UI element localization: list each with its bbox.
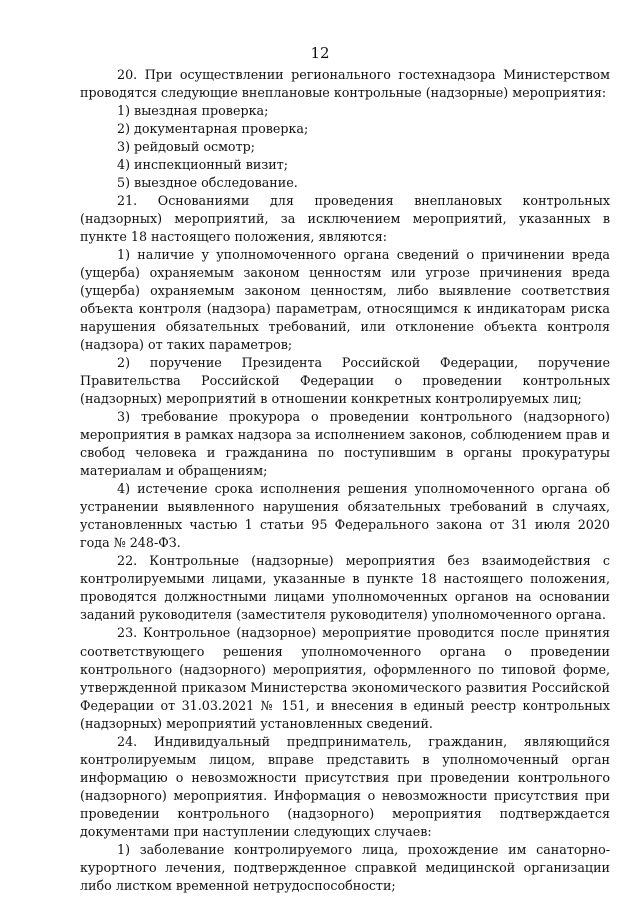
page-number: 12 [310,44,330,62]
paragraph-24: 24. Индивидуальный предприниматель, гражданин, являющийся контролируемым лицом, вправе представить в уполномоченный орган информацию о невозможности присутствия при проведении контрольного (надзорного) мероприятия. Информация о невозможности присутствия при проведении контрольного (надзорного) мероприятия подтверждается документами при наступлении следующих случаев: [80,733,610,839]
list-item: 1) наличие у уполномоченного органа сведений о причинении вреда (ущерба) охраняемым законом ценностям или угрозе причинения вреда (ущерба) охраняемым законом ценностям, либо выявление соответствия объекта контроля (надзора) параметрам, относящимся к индикаторам риска нарушения обязательных требований, или отклонение объекта контроля (надзора) от таких параметров; [80,247,610,353]
list-item: 4) истечение срока исполнения решения уполномоченного органа об устранении выявленного нарушения обязательных требований в случаях, установленных частью 1 статьи 95 Федерального закона от 31 июля 2020 года № 248-ФЗ. [80,481,610,551]
list-item: 1) заболевание контролируемого лица, прохождение им санаторно-курортного лечения, подтвержденное справкой медицинской организации либо листком временной нетрудоспособности; [80,841,610,893]
paragraph-20: 20. При осуществлении регионального гостехнадзора Министерством проводятся следующие внеплановые контрольные (надзорные) мероприятия: [80,67,610,101]
list-item: 2) поручение Президента Российской Федерации, поручение Правительства Российской Федерации о проведении контрольных (надзорных) мероприятий в отношении конкретных контролируемых лиц; [80,355,610,407]
paragraph-22: 22. Контрольные (надзорные) мероприятия без взаимодействия с контролируемыми лицами, указанные в пункте 18 настоящего положения, проводятся должностными лицами уполномоченных органов на основании заданий руководителя (заместителя руководителя) уполномоченного органа. [80,553,610,623]
list-item: 3) рейдовый осмотр; [117,139,255,155]
list-item: 1) выездная проверка; [117,103,269,119]
paragraph-23: 23. Контрольное (надзорное) мероприятие проводится после принятия соответствующего решения уполномоченного органа о проведении контрольного (надзорного) мероприятия, оформленного по типовой форме, утвержденной приказом Министерства экономического развития Российской Федерации от 31.03.2021 № 151, и внесения в единый реестр контрольных (надзорных) мероприятий установленных сведений. [80,625,610,731]
list-item: 2) документарная проверка; [117,121,309,137]
document-body [80,66,610,895]
paragraph-21: 21. Основаниями для проведения внеплановых контрольных (надзорных) мероприятий, за исключением мероприятий, указанных в пункте 18 настоящего положения, являются: [80,193,610,245]
list-item: 5) выездное обследование. [117,175,298,191]
list-item: 4) инспекционный визит; [117,157,288,173]
list-item: 3) требование прокурора о проведении контрольного (надзорного) мероприятия в рамках надзора за исполнением законов, соблюдением прав и свобод человека и гражданина по поступившим в органы прокуратуры материалам и обращениям; [80,409,610,479]
